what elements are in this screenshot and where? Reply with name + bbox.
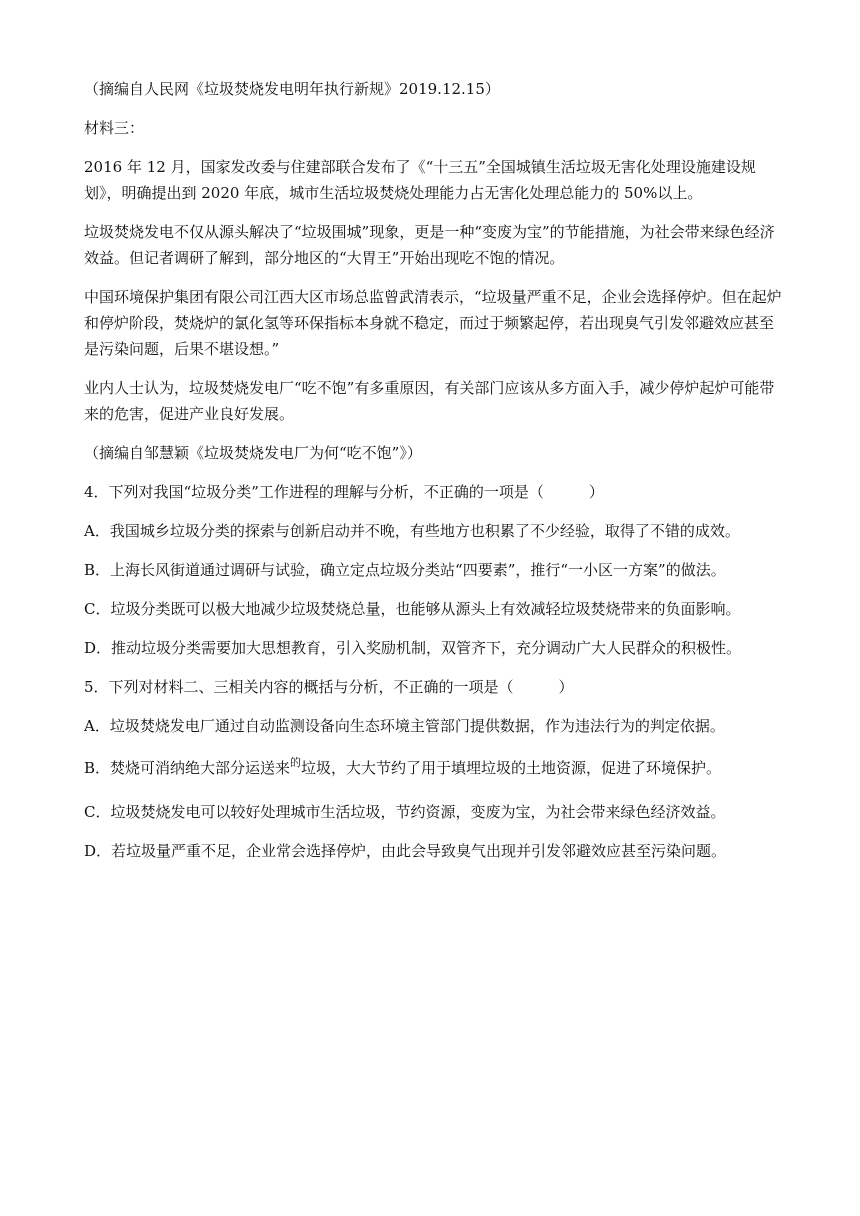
document-page — [84, 76, 784, 877]
question-5-option-c: C．垃圾焚烧发电可以较好处理城市生活垃圾，节约资源，变废为宝，为社会带来绿色经济效益。 — [84, 803, 726, 821]
question-4-option-d: D．推动垃圾分类需要加大思想教育，引入奖励机制，双管齐下，充分调动广大人民群众的积极性。 — [84, 639, 742, 657]
option-b-superscript-char: 的 — [290, 756, 302, 769]
material-three-heading: 材料三： — [84, 119, 145, 137]
question-4-stem: 4．下列对我国“垃圾分类”工作进程的理解与分析，不正确的一项是（ ） — [84, 483, 604, 501]
material-three-paragraph-2: 垃圾焚烧发电不仅从源头解决了“垃圾围城”现象，更是一种“变废为宝”的节能措施，为社会带来绿色经济效益。但记者调研了解到，部分地区的“大胃王”开始出现吃不饱的情况。 — [84, 223, 775, 267]
material-three-paragraph-1: 2016 年 12 月，国家发改委与住建部联合发布了《“十三五”全国城镇生活垃圾无害化处理设施建设规划》，明确提出到 2020 年底，城市生活垃圾焚烧处理能力占无害化处理总能力的 50%以上。 — [84, 158, 756, 202]
source-citation-material-2: （摘编自人民网《垃圾焚烧发电明年执行新规》2019.12.15） — [84, 80, 500, 98]
option-b-text-start: B．焚烧可消纳绝大部分运送来 — [84, 759, 291, 777]
option-b-text-end: 垃圾，大大节约了用于填埋垃圾的土地资源，促进了环境保护。 — [301, 759, 722, 777]
source-citation-material-3: （摘编自邹慧颖《垃圾焚烧发电厂为何“吃不饱”》） — [84, 444, 422, 462]
question-4-option-a: A．我国城乡垃圾分类的探索与创新启动并不晚，有些地方也积累了不少经验，取得了不错的成效。 — [84, 522, 740, 540]
question-5-option-a: A．垃圾焚烧发电厂通过自动监测设备向生态环境主管部门提供数据，作为违法行为的判定依据。 — [84, 717, 725, 735]
material-three-paragraph-4: 业内人士认为，垃圾焚烧发电厂“吃不饱”有多重原因，有关部门应该从多方面入手，减少停炉起炉可能带来的危害，促进产业良好发展。 — [84, 379, 775, 423]
question-5-stem: 5．下列对材料二、三相关内容的概括与分析，不正确的一项是（ ） — [84, 678, 574, 696]
material-three-paragraph-3: 中国环境保护集团有限公司江西大区市场总监曾武清表示，“垃圾量严重不足，企业会选择停炉。但在起炉和停炉阶段，焚烧炉的氯化氢等环保指标本身就不稳定，而过于频繁起停，若出现臭气引发邻避效应甚至是污染问题，后果不堪设想。” — [84, 288, 782, 358]
question-5-option-b — [84, 752, 784, 786]
question-5-option-d: D．若垃圾量严重不足，企业常会选择停炉，由此会导致臭气出现并引发邻避效应甚至污染问题。 — [84, 842, 727, 860]
question-4-option-b: B．上海长风街道通过调研与试验，确立定点垃圾分类站“四要素”，推行“一小区一方案”的做法。 — [84, 561, 726, 579]
question-4-option-c: C．垃圾分类既可以极大地减少垃圾焚烧总量，也能够从源头上有效减轻垃圾焚烧带来的负面影响。 — [84, 600, 741, 618]
